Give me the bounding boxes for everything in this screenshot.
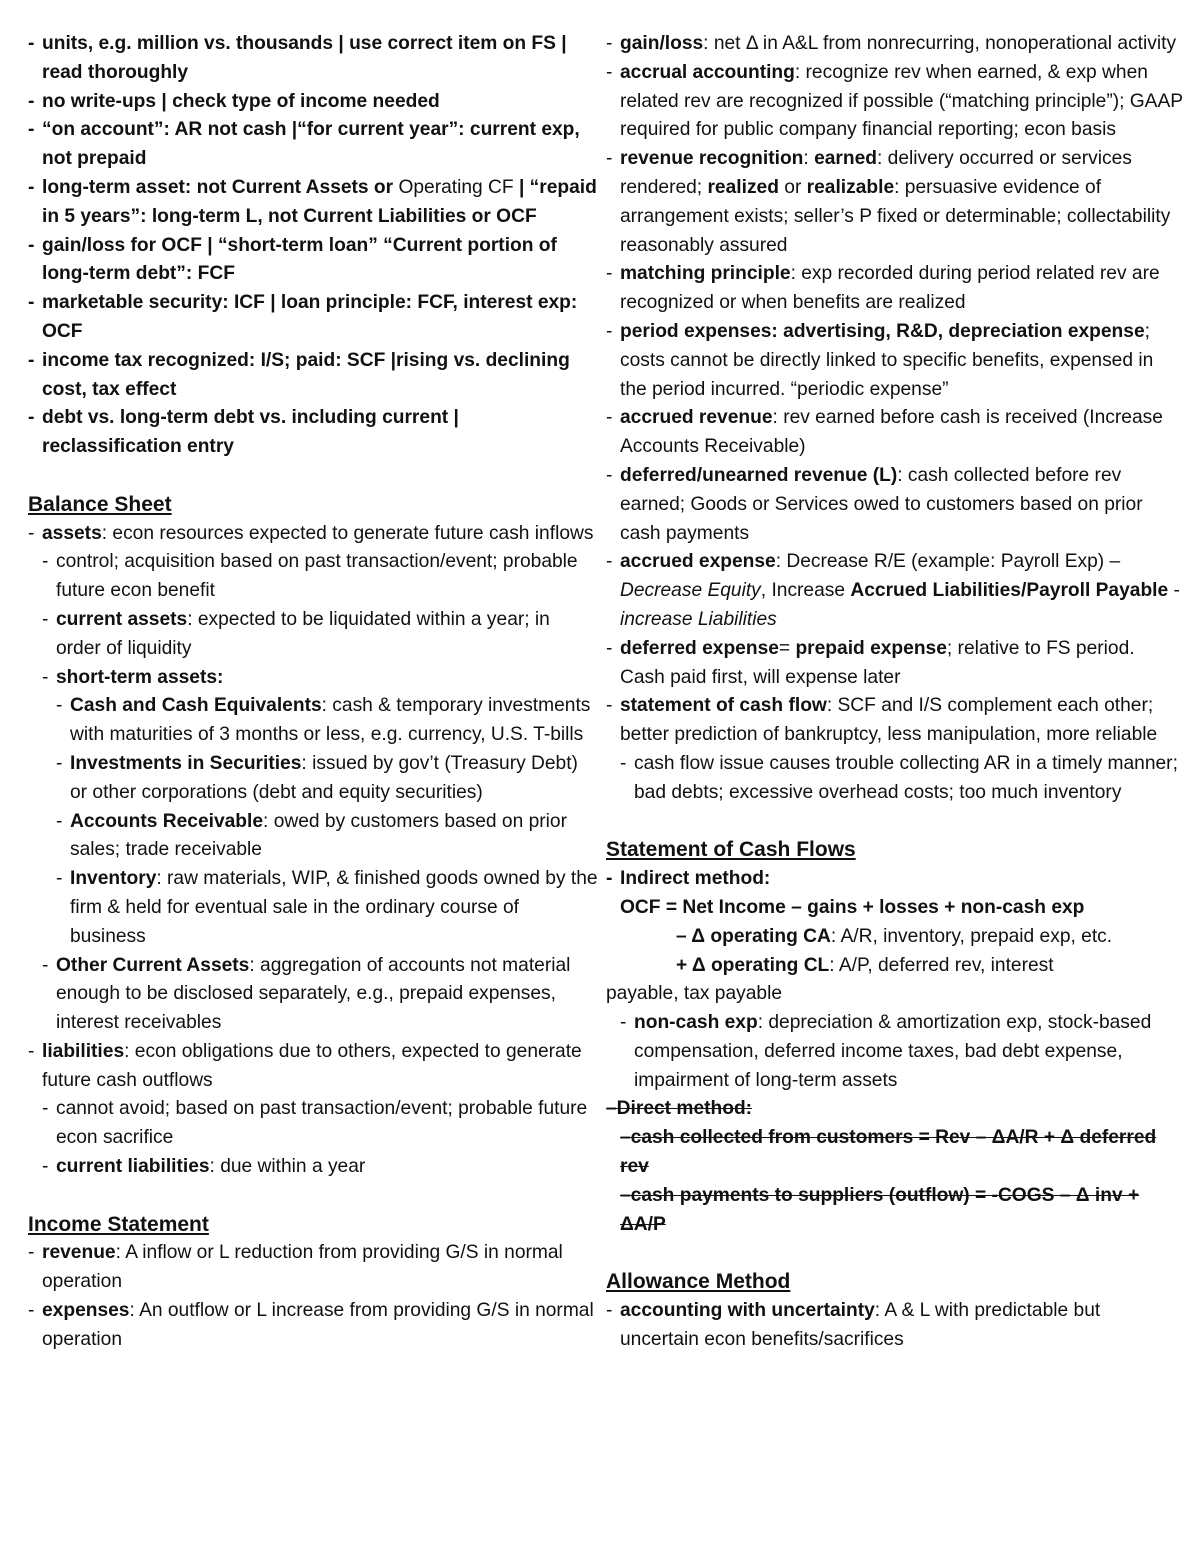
ocf-equation: OCF = Net Income – gains + losses + non-cash exp: [620, 896, 1085, 918]
note-subitem: - short-term assets:: [42, 666, 224, 688]
note-item: - “on account”: AR not cash |“for current year”: current exp, not prepaid: [28, 119, 580, 170]
note-subitem: - cannot avoid; based on past transaction/event; probable future econ sacrifice: [42, 1098, 588, 1149]
note-item: - marketable security: ICF | loan principle: FCF, interest exp: OCF: [28, 292, 578, 342]
note-subitem-non-cash-exp: - non-cash exp: depreciation & amortization exp, stock-based compensation, deferred income taxes, bad debt expense, impairment of long-term assets: [620, 1012, 1152, 1091]
note-item-matching: - matching principle: exp recorded during period related rev are recognized or when benefits are realized: [606, 263, 1160, 314]
note-item: - income tax recognized: I/S; paid: SCF |rising vs. declining cost, tax effect: [28, 349, 570, 400]
section-heading-balance-sheet: Balance Sheet: [28, 492, 172, 516]
direct-method-line: –cash payments to suppliers (outflow) = -COGS – Δ inv + ΔA/P: [620, 1184, 1140, 1235]
note-item-period-expenses: - period expenses: advertising, R&D, depreciation expense; costs cannot be directly linked to specific benefits, expensed in the period incurred. “periodic expense”: [606, 320, 1154, 400]
indirect-method-label: - Indirect method:: [606, 868, 771, 890]
note-item-liabilities: - liabilities: econ obligations due to others, expected to generate future cash outflows: [28, 1040, 582, 1091]
note-item: - gain/loss for OCF | “short-term loan” “Current portion of long-term debt”: FCF: [28, 234, 557, 285]
note-item-deferred-expense: - deferred expense= prepaid expense; relative to FS period. Cash paid first, will expense later: [606, 637, 1135, 688]
note-item-revenue: - revenue: A inflow or L reduction from providing G/S in normal operation: [28, 1242, 563, 1293]
right-column: [606, 30, 1184, 1355]
note-subsubitem: - Inventory: raw materials, WIP, & finished goods owned by the firm & held for eventual sale in the ordinary course of business: [56, 868, 598, 947]
ocf-equation-cl: + Δ operating CL: A/P, deferred rev, interest: [676, 954, 1054, 976]
section-heading-income-statement: Income Statement: [28, 1212, 209, 1236]
note-subitem: - current assets: expected to be liquidated within a year; in order of liquidity: [42, 608, 550, 659]
note-item-accounting-uncertainty: - accounting with uncertainty: A & L with predictable but uncertain econ benefits/sacrifices: [606, 1300, 1101, 1350]
note-item: - no write-ups | check type of income needed: [28, 90, 440, 112]
note-subsubitem: - Cash and Cash Equivalents: cash & temporary investments with maturities of 3 months or less, e.g. currency, U.S. T-bills: [56, 695, 591, 746]
note-subitem: - control; acquisition based on past transaction/event; probable future econ benefit: [42, 551, 578, 602]
note-item-accrued-expense: - accrued expense: Decrease R/E (example: Payroll Exp) – Decrease Equity, Increase Accrued Liabilities/Payroll Payable - increase Liabilities: [606, 551, 1180, 630]
note-subitem: - Other Current Assets: aggregation of accounts not material enough to be disclosed separately, e.g., prepaid expenses, interest receivables: [42, 954, 571, 1034]
note-item-revenue-recognition: - revenue recognition: earned: delivery occurred or services rendered; realized or realizable: persuasive evidence of arrangement exists; seller’s P fixed or determinable; collectability reasonably assured: [606, 148, 1171, 256]
note-item-accrual: - accrual accounting: recognize rev when earned, & exp when related rev are recognized if possible (“matching principle”); GAAP required for public company financial reporting; econ basis: [606, 61, 1183, 141]
note-item-deferred-revenue: - deferred/unearned revenue (L): cash collected before rev earned; Goods or Services owed to customers based on prior cash payments: [606, 464, 1143, 544]
left-column: [28, 30, 598, 1355]
note-item: - units, e.g. million vs. thousands | use correct item on FS | read thoroughly: [28, 33, 567, 83]
section-heading-allowance-method: Allowance Method: [606, 1270, 791, 1294]
note-subsubitem: - Investments in Securities: issued by gov’t (Treasury Debt) or other corporations (debt and equity securities): [56, 752, 578, 803]
section-heading-statement-of-cash-flows: Statement of Cash Flows: [606, 838, 856, 862]
note-item: - long-term asset: not Current Assets or Operating CF | “repaid in 5 years”: long-term L, not Current Liabilities or OCF: [28, 176, 597, 227]
note-subitem: - cash flow issue causes trouble collecting AR in a timely manner; bad debts; excessive overhead costs; too much inventory: [620, 752, 1178, 803]
note-item-expenses: - expenses: An outflow or L increase from providing G/S in normal operation: [28, 1300, 594, 1350]
ocf-equation-ca: – Δ operating CA: A/R, inventory, prepaid exp, etc.: [676, 925, 1113, 947]
note-item-statement-cash-flow: - statement of cash flow: SCF and I/S complement each other; better prediction of bankruptcy, less manipulation, more reliable: [606, 695, 1158, 746]
note-item-accrued-revenue: - accrued revenue: rev earned before cash is received (Increase Accounts Receivable): [606, 407, 1163, 458]
note-item-gain-loss: - gain/loss: net Δ in A&L from nonrecurring, nonoperational activity: [606, 33, 1177, 54]
note-subitem: - current liabilities: due within a year: [42, 1156, 366, 1178]
note-subsubitem: - Accounts Receivable: owed by customers based on prior sales; trade receivable: [56, 810, 567, 861]
note-item-assets: - assets: econ resources expected to generate future cash inflows: [28, 522, 594, 544]
direct-method-line: –cash collected from customers = Rev – ΔA/R + Δ deferred rev: [620, 1127, 1157, 1178]
ocf-equation-cl-continued: payable, tax payable: [606, 983, 783, 1005]
note-item: - debt vs. long-term debt vs. including current | reclassification entry: [28, 407, 459, 458]
direct-method-label: –Direct method:: [606, 1098, 753, 1120]
